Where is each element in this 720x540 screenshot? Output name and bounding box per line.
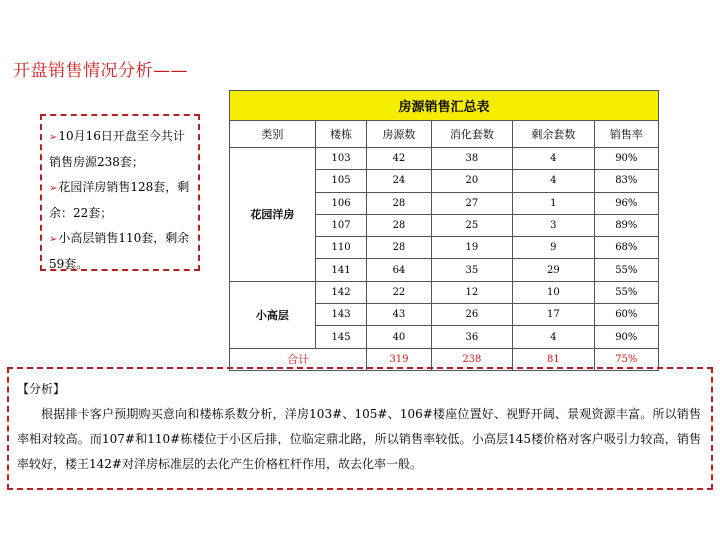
sales-summary-table-wrapper: [229, 90, 659, 371]
table-cell: 25: [431, 214, 513, 236]
note-text: 10月16日开盘至今共计销售房源238套；: [49, 129, 185, 169]
table-cell: 29: [513, 259, 595, 281]
total-cell: 319: [367, 348, 431, 370]
table-title-row: [230, 91, 659, 121]
total-cell: 238: [431, 348, 513, 370]
column-header: 类别: [230, 121, 316, 148]
table-row: [230, 281, 659, 303]
column-header: 消化套数: [431, 121, 513, 148]
note-item: [49, 124, 194, 175]
table-cell: 90%: [594, 148, 658, 170]
table-cell: 9: [513, 237, 595, 259]
note-item: [49, 226, 194, 277]
arrow-bullet-icon: ➢: [49, 183, 58, 194]
table-cell: 89%: [594, 214, 658, 236]
table-cell: 4: [513, 170, 595, 192]
category-cell: 花园洋房: [230, 148, 316, 282]
table-cell: 103: [315, 148, 366, 170]
table-cell: 43: [367, 304, 431, 326]
table-cell: 22: [367, 281, 431, 303]
column-header: 剩余套数: [513, 121, 595, 148]
table-cell: 141: [315, 259, 366, 281]
category-cell: 小高层: [230, 281, 316, 348]
table-cell: 96%: [594, 192, 658, 214]
total-cell: 75%: [594, 348, 658, 370]
table-cell: 27: [431, 192, 513, 214]
table-title: 房源销售汇总表: [230, 91, 659, 121]
arrow-bullet-icon: ➢: [49, 132, 58, 143]
table-cell: 28: [367, 237, 431, 259]
total-cell: 81: [513, 348, 595, 370]
table-cell: 36: [431, 326, 513, 348]
table-cell: 60%: [594, 304, 658, 326]
table-cell: 4: [513, 148, 595, 170]
column-header: 销售率: [594, 121, 658, 148]
note-text: 花园洋房销售128套，剩余：22套；: [49, 180, 190, 220]
table-cell: 24: [367, 170, 431, 192]
summary-notes-box: [40, 114, 200, 271]
column-header: 房源数: [367, 121, 431, 148]
table-cell: 20: [431, 170, 513, 192]
arrow-bullet-icon: ➢: [49, 234, 58, 245]
table-cell: 42: [367, 148, 431, 170]
table-cell: 105: [315, 170, 366, 192]
table-cell: 28: [367, 192, 431, 214]
table-cell: 35: [431, 259, 513, 281]
table-cell: 17: [513, 304, 595, 326]
table-cell: 142: [315, 281, 366, 303]
table-cell: 28: [367, 214, 431, 236]
table-cell: 10: [513, 281, 595, 303]
table-cell: 110: [315, 237, 366, 259]
table-cell: 83%: [594, 170, 658, 192]
analysis-heading: 【分析】: [17, 382, 66, 396]
analysis-body: 根据排卡客户预期购买意向和楼栋系数分析，洋房103#、105#、106#楼座位置好、视野开阔、景观资源丰富。所以销售率相对较高。而107#和110#栋楼位于小区后排，位临定鼎北路，所以销售率较低。小高层145楼价格对客户吸引力较高，销售率较好，楼王142#对洋房标准层的去化产生价格杠杆作用，故去化率一般。: [17, 407, 701, 471]
table-cell: 12: [431, 281, 513, 303]
table-cell: 40: [367, 326, 431, 348]
table-cell: 55%: [594, 281, 658, 303]
table-cell: 145: [315, 326, 366, 348]
table-cell: 19: [431, 237, 513, 259]
analysis-box: [7, 367, 713, 490]
table-cell: 107: [315, 214, 366, 236]
column-header: 楼栋: [315, 121, 366, 148]
sales-summary-table: [229, 90, 659, 371]
table-header-row: [230, 121, 659, 148]
table-cell: 4: [513, 326, 595, 348]
table-cell: 64: [367, 259, 431, 281]
table-row: [230, 148, 659, 170]
table-cell: 26: [431, 304, 513, 326]
table-cell: 143: [315, 304, 366, 326]
note-item: [49, 175, 194, 226]
table-cell: 106: [315, 192, 366, 214]
note-text: 小高层销售110套，剩余59套。: [49, 231, 190, 271]
total-label: 合计: [230, 348, 367, 370]
table-cell: 1: [513, 192, 595, 214]
table-cell: 90%: [594, 326, 658, 348]
page-title: 开盘销售情况分析——: [13, 61, 188, 81]
table-cell: 38: [431, 148, 513, 170]
table-cell: 68%: [594, 237, 658, 259]
table-cell: 3: [513, 214, 595, 236]
table-cell: 55%: [594, 259, 658, 281]
